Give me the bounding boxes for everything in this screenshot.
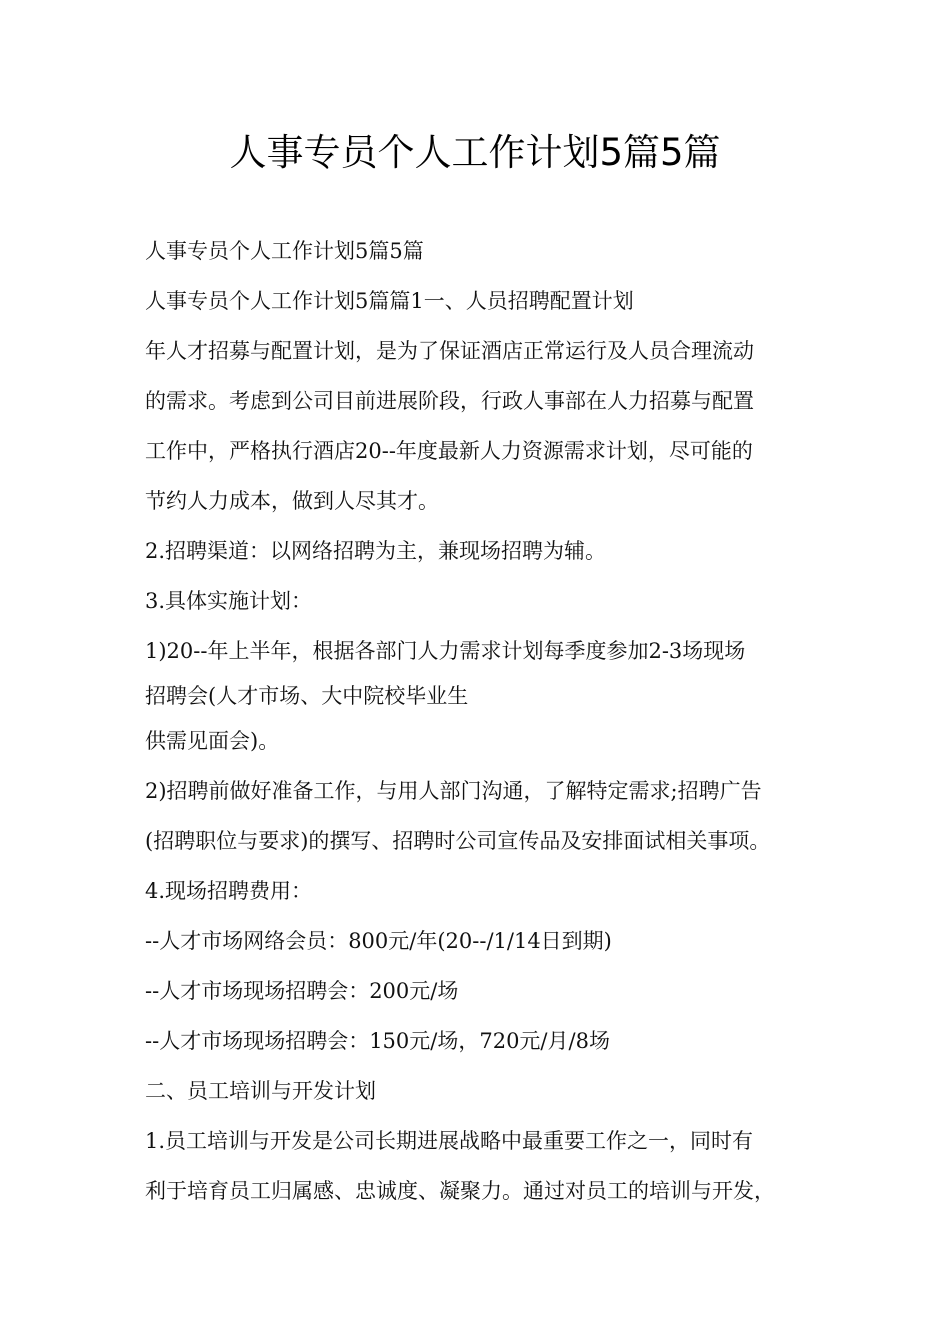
text-line: 人事专员个人工作计划5篇5篇: [145, 239, 424, 263]
text-line: --人才市场现场招聘会：150元/场，720元/月/8场: [145, 1029, 610, 1053]
text-line: 1)20--年上半年，根据各部门人力需求计划每季度参加2-3场现场: [145, 639, 746, 663]
text-line: 利于培育员工归属感、忠诚度、凝聚力。通过对员工的培训与开发，: [145, 1179, 775, 1203]
document-title: 人事专员个人工作计划5篇5篇: [229, 131, 721, 174]
text-line: 招聘会(人才市场、大中院校毕业生: [145, 684, 469, 708]
text-line: 工作中，严格执行酒店20--年度最新人力资源需求计划，尽可能的: [145, 439, 753, 463]
text-line: 的需求。考虑到公司目前进展阶段，行政人事部在人力招募与配置: [145, 389, 754, 413]
text-line: 二、员工培训与开发计划: [145, 1079, 376, 1103]
text-line: 人事专员个人工作计划5篇篇1一、人员招聘配置计划: [145, 289, 634, 313]
text-line: --人才市场网络会员：800元/年(20--/1/14日到期): [145, 929, 612, 953]
text-line: 2.招聘渠道：以网络招聘为主，兼现场招聘为辅。: [145, 539, 607, 563]
text-line: (招聘职位与要求)的撰写、招聘时公司宣传品及安排面试相关事项。: [145, 829, 771, 853]
text-line: 供需见面会)。: [145, 729, 280, 753]
text-line: 1.员工培训与开发是公司长期进展战略中最重要工作之一，同时有: [145, 1129, 754, 1153]
text-line: 4.现场招聘费用：: [145, 879, 313, 903]
text-line: 年人才招募与配置计划，是为了保证酒店正常运行及人员合理流动: [145, 339, 754, 363]
text-line: --人才市场现场招聘会：200元/场: [145, 979, 459, 1003]
text-line: 2)招聘前做好准备工作，与用人部门沟通，了解特定需求;招聘广告: [145, 779, 762, 803]
text-line: 节约人力成本，做到人尽其才。: [145, 489, 439, 513]
text-line: 3.具体实施计划：: [145, 589, 313, 613]
document-body: [145, 226, 815, 1216]
